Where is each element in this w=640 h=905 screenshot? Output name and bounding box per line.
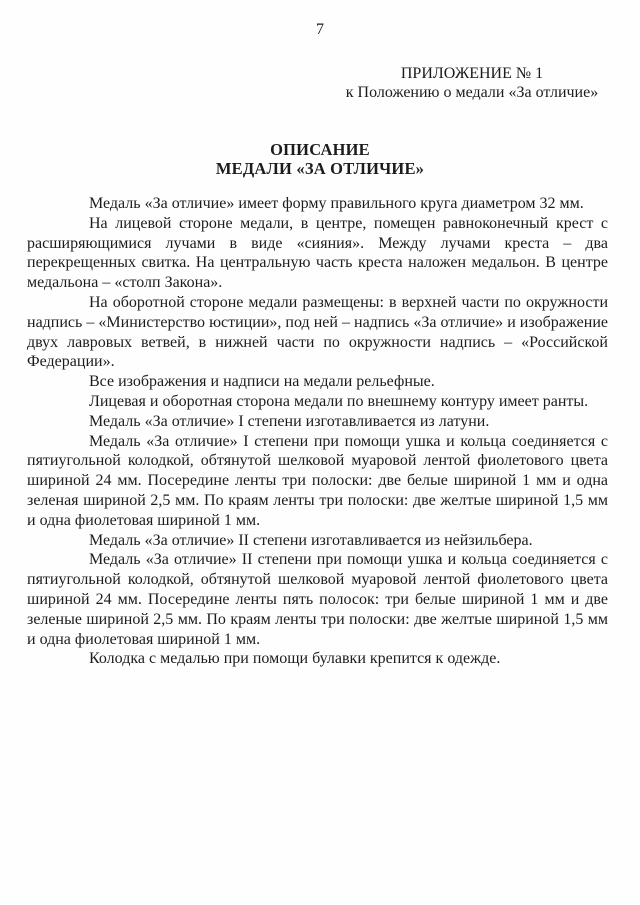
paragraph: Медаль «За отличие» I степени при помощи ушка и кольца соединяется с пятиугольной колодкой, обтянутой шелковой муаровой лентой фиолетового цвета шириной 24 мм. Посередине ленты три полоски: две белые шириной 1 мм и одна зеленая шириной 2,5 мм. По краям ленты три полоски: две желтые шириной 1,5 мм и одна фиолетовая шириной 1 мм. [27,432,608,529]
document-title [0,140,640,178]
appendix-header [332,64,612,102]
paragraph: Медаль «За отличие» имеет форму правильного круга диаметром 32 мм. [89,195,584,212]
paragraph: На оборотной стороне медали размещены: в верхней части по окружности надпись – «Министерство юстиции», под ней – надпись «За отличие» и изображение двух лавровых ветвей, в нижней части по окружности надпись – «Российской Федерации». [27,293,608,371]
paragraph: Колодка с медалью при помощи булавки крепится к одежде. [89,650,501,668]
paragraph: На лицевой стороне медали, в центре, помещен равноконечный крест с расширяющимися лучами в виде «сияния». Между лучами креста – два перекрещенных свитка. На центральную часть креста наложен медальон. В центре медальона – «столп Закона». [27,214,608,292]
paragraph: Лицевая и оборотная сторона медали по внешнему контуру имеет ранты. [89,392,589,410]
paragraph: Медаль «За отличие» II степени при помощи ушка и кольца соединяется с пятиугольной колодкой, обтянутой шелковой муаровой лентой фиолетового цвета шириной 24 мм. Посередине ленты пять полосок: три белые шириной 1 мм и две зеленые шириной 2,5 мм. По краям ленты три полоски: две желтые шириной 1,5 мм и одна фиолетовая шириной 1 мм. [27,551,608,648]
appendix-subtitle: к Положению о медали «За отличие» [345,84,599,101]
paragraph: Медаль «За отличие» II степени изготавливается из нейзильбера. [89,531,533,549]
document-body [27,194,608,669]
document-title-line2: МЕДАЛИ «ЗА ОТЛИЧИЕ» [215,159,425,178]
document-title-line1: ОПИСАНИЕ [270,140,370,159]
paragraph: Медаль «За отличие» I степени изготавливается из латуни. [89,412,490,430]
paragraph: Все изображения и надписи на медали рельефные. [89,373,435,391]
page-number: 7 [316,21,324,38]
appendix-label: ПРИЛОЖЕНИЕ № 1 [400,65,544,82]
